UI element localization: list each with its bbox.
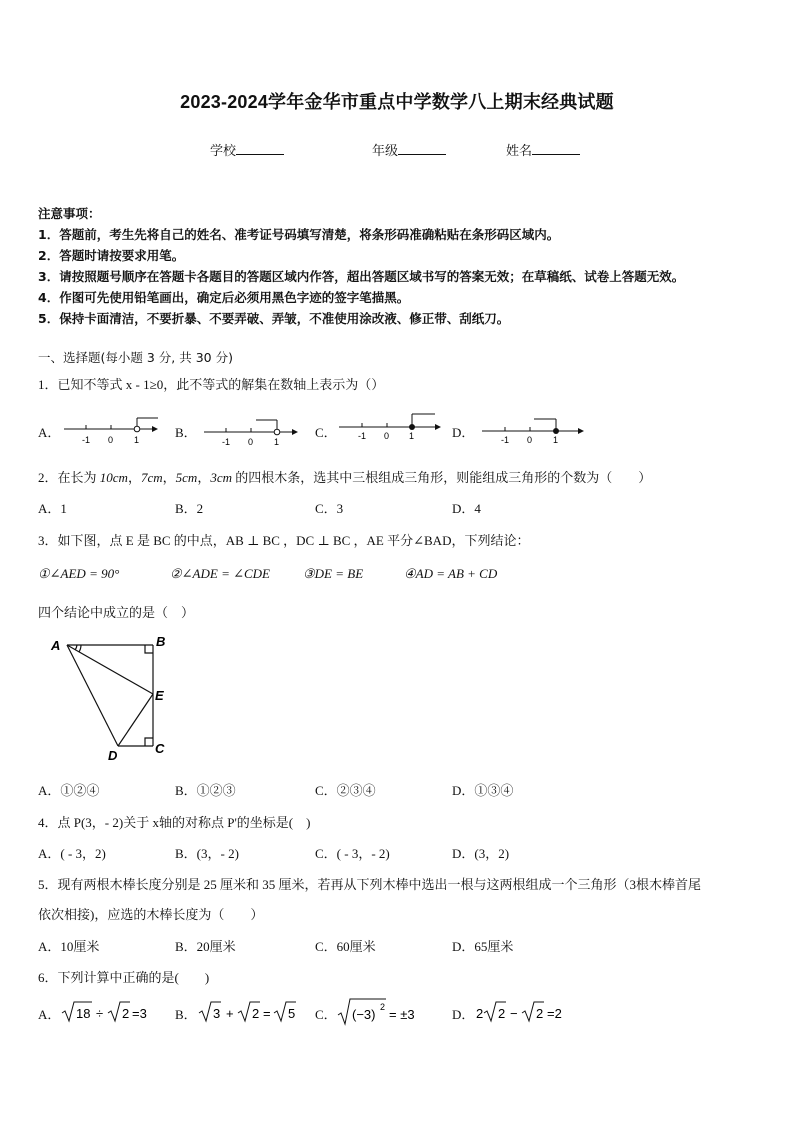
q2-option-c[interactable]: C．3 (315, 501, 344, 516)
operator: − (510, 1006, 518, 1021)
radicand: 2 (536, 1006, 544, 1021)
school-blank[interactable] (236, 143, 284, 155)
q1-stem: 1．已知不等式 x - 1≥0，此不等式的解集在数轴上表示为（） (38, 377, 385, 392)
tick-label: -1 (501, 435, 510, 445)
q1-number-line-c (335, 408, 445, 442)
q3-option-d[interactable]: D．①③④ (452, 783, 514, 798)
q6-stem: 6．下列计算中正确的是( ) (38, 970, 210, 985)
q2-stem: 2．在长为 10cm，7cm，5cm，3cm 的四根木条，选其中三根组成三角形，则能组成三角形的个数为（ ） (38, 470, 652, 485)
note-item: 1．答题前，考生先将自己的姓名、准考证号码填写清楚，将条形码准确粘贴在条形码区域内。 (38, 227, 560, 242)
radicand: 2 (122, 1006, 130, 1021)
q1-option-a-letter[interactable]: A． (38, 425, 61, 440)
tick-label: 0 (248, 437, 254, 446)
note-item: 2．答题时请按要求用笔。 (38, 248, 185, 263)
name-label: 姓名 (506, 143, 533, 158)
school-label: 学校 (210, 143, 237, 158)
q3-conclusion-1: ①∠AED = 90° (38, 566, 120, 581)
section-heading: 一、选择题(每小题 3 分, 共 30 分) (38, 350, 233, 365)
note-item: 3．请按照题号顺序在答题卡各题目的答题区域内作答，超出答题区域书写的答案无效；在草稿纸、试卷上答题无效。 (38, 269, 685, 284)
equals: = (263, 1006, 271, 1021)
q4-option-a[interactable]: A．( - 3，2) (38, 846, 106, 861)
q3-option-a[interactable]: A．①②④ (38, 783, 100, 798)
radicand: 18 (76, 1006, 91, 1021)
q6-expr-d (474, 999, 584, 1025)
page-title: 2023-2024学年金华市重点中学数学八上期末经典试题 (180, 92, 614, 112)
q3-option-c[interactable]: C．②③④ (315, 783, 376, 798)
fig-label-a: A (51, 638, 61, 653)
radicand: 3 (213, 1006, 221, 1021)
result: =2 (547, 1006, 562, 1021)
q1-number-line-b (200, 412, 300, 446)
q5-stem-line1: 5．现有两根木棒长度分别是 25 厘米和 35 厘米，若再从下列木棒中选出一根与这两根组成一个三角形（3根木棒首尾 (38, 877, 702, 892)
coefficient: 2 (476, 1006, 484, 1021)
tick-label: 0 (527, 435, 533, 445)
tick-label: 0 (108, 435, 114, 445)
q6-expr-c (336, 995, 436, 1027)
fig-label-e: E (155, 688, 164, 703)
q2-option-a[interactable]: A．1 (38, 501, 67, 516)
notes (38, 203, 684, 329)
radicand: 5 (288, 1006, 296, 1021)
note-item: 4．作图可先使用铅笔画出，确定后必须用黑色字迹的签字笔描黑。 (38, 290, 410, 305)
q3-ask: 四个结论中成立的是（ ） (38, 605, 195, 620)
tick-label: -1 (222, 437, 231, 446)
q2-option-b[interactable]: B．2 (175, 501, 204, 516)
result: =3 (132, 1006, 147, 1021)
q5-option-d[interactable]: D．65厘米 (452, 939, 514, 954)
radicand: 2 (498, 1006, 506, 1021)
tick-label: -1 (358, 431, 367, 441)
school-field[interactable] (210, 140, 284, 159)
q6-expr-a (60, 999, 160, 1025)
q6-option-a-letter[interactable]: A． (38, 1007, 61, 1022)
result: = ±3 (389, 1007, 415, 1022)
q4-option-b[interactable]: B．(3，- 2) (175, 846, 239, 861)
fig-label-d: D (108, 748, 118, 762)
q2-option-d[interactable]: D．4 (452, 501, 481, 516)
tick-label: 1 (409, 431, 415, 441)
q3-option-b[interactable]: B．①②③ (175, 783, 236, 798)
q3-stem: 3．如下图，点 E 是 BC 的中点，AB ⊥ BC ，DC ⊥ BC ，AE 平分∠BAD，下列结论： (38, 533, 530, 548)
q4-option-c[interactable]: C．( - 3，- 2) (315, 846, 390, 861)
q6-option-c-letter[interactable]: C． (315, 1007, 337, 1022)
tick-label: 1 (274, 437, 280, 446)
q3-conclusion-4: ④AD = AB + CD (404, 566, 498, 581)
tick-label: 1 (553, 435, 559, 445)
grade-field[interactable] (372, 140, 446, 159)
name-blank[interactable] (532, 143, 580, 155)
q5-option-b[interactable]: B．20厘米 (175, 939, 236, 954)
q1-option-d-letter[interactable]: D． (452, 425, 475, 440)
tick-label: -1 (82, 435, 91, 445)
notes-heading: 注意事项： (38, 206, 101, 221)
operator: ÷ (96, 1006, 104, 1021)
q3-figure (45, 632, 175, 762)
q3-conclusion-3: ③DE = BE (303, 566, 364, 581)
q1-option-b-letter[interactable]: B． (175, 425, 197, 440)
q5-option-c[interactable]: C．60厘米 (315, 939, 376, 954)
grade-label: 年级 (372, 143, 399, 158)
fig-label-c: C (155, 741, 165, 756)
q6-expr-b (197, 999, 307, 1025)
q1-number-line-d (478, 412, 590, 446)
q5-option-a[interactable]: A．10厘米 (38, 939, 100, 954)
q5-stem-line2: 依次相接)，应选的木棒长度为（ ） (38, 907, 264, 922)
fig-label-b: B (156, 634, 166, 649)
operator: + (226, 1006, 234, 1021)
tick-label: 1 (134, 435, 140, 445)
radicand: 2 (252, 1006, 260, 1021)
radicand: (−3) (352, 1007, 376, 1022)
exponent: 2 (380, 1002, 386, 1012)
note-item: 5．保持卡面清洁，不要折暴、不要弄破、弄皱，不准使用涂改液、修正带、刮纸刀。 (38, 311, 510, 326)
q6-option-b-letter[interactable]: B． (175, 1007, 197, 1022)
q1-option-c-letter[interactable]: C． (315, 425, 337, 440)
q6-option-d-letter[interactable]: D． (452, 1007, 475, 1022)
q1-number-line-a (60, 412, 160, 446)
grade-blank[interactable] (398, 143, 446, 155)
q4-stem: 4．点 P(3，- 2)关于 x轴的对称点 P'的坐标是( ) (38, 815, 311, 830)
tick-label: 0 (384, 431, 390, 441)
q4-option-d[interactable]: D．(3，2) (452, 846, 510, 861)
name-field[interactable] (506, 140, 580, 159)
q3-conclusion-2: ②∠ADE = ∠CDE (170, 566, 270, 581)
